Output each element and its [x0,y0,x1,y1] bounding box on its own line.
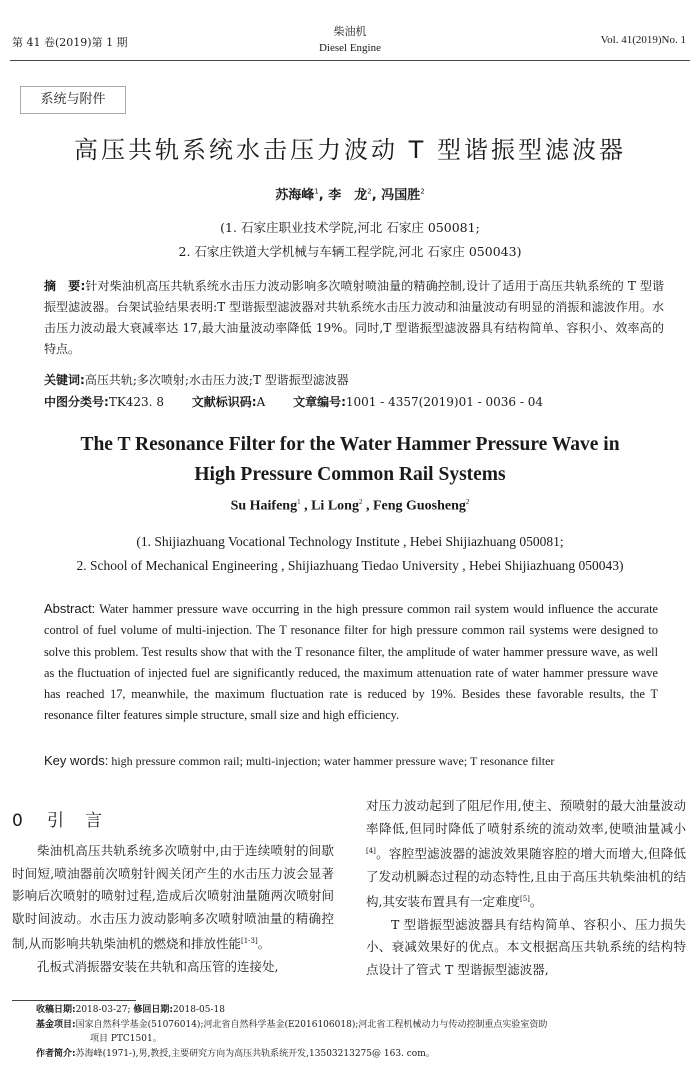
clc-label: 中图分类号: [44,395,109,409]
author-bio-label: 作者简介: [36,1048,76,1059]
footnotes [36,1003,686,1061]
paragraph-text: 对压力波动起到了阻尼作用,使主、预喷射的最大油量波动率降低,但同时降低了喷射系统的流动效率,使喷油量减小 [366,798,686,836]
author-mark: 2 [367,187,372,196]
paragraph-text: 。 [529,894,543,910]
section-number: 0 [12,811,25,831]
abstract-cn-text: 针对柴油机高压共轨系统水击压力波动影响多次喷射喷油量的精确控制,设计了适用于高压共轨系统的 T 型谐振型滤波器。台架试验结果表明:T 型谐振型滤波器对共轨系统水击压力波动和油量波动有明显的消振和滤波作用。水击压力波动最大衰减率达 17,最大油量波动率降低 19%。同时,T 型谐振型滤波器具有结构简单、容积小、效率高的特点。 [44,279,664,356]
fund-label: 基金项目: [36,1019,76,1030]
revised-label: 修回日期: [133,1005,174,1015]
footnote-rule [12,1000,136,1001]
footnote-dates [36,1003,686,1018]
classification-line [44,391,664,413]
journal-volume-en: Vol. 41(2019)No. 1 [600,34,686,46]
title-en-line: The T Resonance Filter for the Water Hammer Pressure Wave in [80,434,620,455]
title-cn: 高压共轨系统水击压力波动 T 型谐振型滤波器 [74,136,626,164]
title-en-line: High Pressure Common Rail Systems [194,464,506,485]
footnote-fund-cont: 项目 PTC1501。 [90,1034,162,1044]
affiliation-line: (1. 石家庄职业技术学院,河北 石家庄 050081; [220,220,480,235]
paragraph [12,840,334,956]
author-bio: 苏海峰(1971-),男,教授,主要研究方向为高压共轨系统开发,13503213275@ 163. com。 [75,1048,435,1059]
keywords-cn-label: 关键词: [44,373,85,387]
abstract-cn [44,276,664,360]
paragraph [366,795,686,914]
author-name: 冯国胜 [381,188,421,203]
author-mark: 2 [465,498,470,506]
clc-value: TK423. 8 [108,395,164,409]
paragraph-text: 柴油机高压共轨系统多次喷射中,由于连续喷射的间歇时间短,喷油器前次喷射针阀关闭产生的水击压力波会显著影响后次喷射的喷射过程,造成后次喷射油量随两次喷射间歇时间波动。水击压力波动影响多次喷射喷油量的精确控制,从而影响共轨柴油机的燃烧和排放性能 [12,843,334,952]
affiliations-en [0,530,700,578]
citation: [4] [366,847,376,855]
paragraph-text: 。容腔型滤波器的滤波效果随容腔的增大而增大,但降低了发动机瞬态过程的动态特性,且由于高压共轨柴油机的结构,其安装布置具有一定难度 [366,846,686,910]
article-no-label: 文章编号: [293,395,346,409]
keywords-en [44,753,684,769]
affiliations-cn [0,216,700,264]
body-column-right [366,795,686,981]
citation: [5] [519,895,530,904]
authors-en: Su Haifeng$^1$ , Li Long$^2$ , Feng Guosheng$^2$ [230,498,470,514]
journal-name [0,24,700,56]
citation: [1-3] [240,937,258,945]
paragraph: T 型谐振型滤波器具有结构简单、容积小、压力损失小、衰减效果好的优点。本文根据高压共轨系统的结构特点设计了管式 T 型谐振型滤波器, [366,916,686,977]
abstract-en [44,598,658,727]
section-heading [12,806,104,831]
abstract-en-text: Water hammer pressure wave occurring in the high pressure common rail system would influence the accurate control of fuel volume of multi-injection. The T resonance filter for high pressure common rail systems were designed to solve this problem. Test results show that with the T resonance filter, the amplitude of water hammer pressure wave, as well as the fluctuation of injected fuel are significantly reduced, the maximum attenuation rate of water hammer pressure wave has reached 17, meanwhile, the maximum fluctuation rate is reduced by 19%. Besides these favorable results, the T resonance filter features simple structure, small size and high efficiency. [44,602,659,723]
journal-name-en: Diesel Engine [318,42,381,54]
author-mark: 2 [420,187,425,196]
received-date: 2018-03-27; [75,1005,131,1015]
article-no-value: 1001 - 4357(2019)01 - 0036 - 04 [345,395,544,409]
affiliation-line: 2. 石家庄铁道大学机械与车辆工程学院,河北 石家庄 050043) [178,244,522,259]
affiliation-line: (1. Shijiazhuang Vocational Technology Institute , Hebei Shijiazhuang 050081; [136,534,564,549]
author-mark: 2 [358,498,363,506]
keywords-en-text: high pressure common rail; multi-injection; water hammer pressure wave; T resonance filter [111,754,555,768]
header-rule [10,60,690,61]
author-name: 李 龙 [328,188,368,203]
paragraph: 孔板式消振器安装在共轨和高压管的连接处, [37,958,279,974]
footnote-fund [36,1018,686,1033]
paragraph-text: 。 [257,936,271,952]
author-name: Feng Guosheng [372,498,466,514]
authors-cn: 苏海峰$^1$, 李 龙$^2$, 冯国胜$^2$ [275,187,425,203]
section-label: 系统与附件 [20,86,126,114]
meta-cn [44,369,664,413]
doc-code-label: 文献标识码: [191,395,257,409]
keywords-cn-text: 高压共轨;多次喷射;水击压力波;T 型谐振型滤波器 [84,373,349,387]
revised-date: 2018-05-18 [173,1005,225,1015]
fund-text: 国家自然科学基金(51076014);河北省自然科学基金(E2016106018);河北省工程机械动力与传动控制重点实验室资助 [75,1019,548,1030]
journal-volume: 第 41 卷(2019)第 1 期 [12,36,128,49]
title-en [0,430,700,490]
author-name: Su Haifeng [230,498,298,514]
author-mark: 1 [314,187,319,196]
keywords-en-label: Key words: [44,753,109,768]
received-label: 收稿日期: [36,1005,76,1015]
section-title: 引 言 [47,811,105,831]
affiliation-line: 2. School of Mechanical Engineering , Shijiazhuang Tiedao University , Hebei Shijiazhuang 050043) [76,558,624,573]
body-column-left [12,840,334,978]
keywords-cn [44,369,664,391]
author-name: Li Long [311,498,359,514]
author-mark: 1 [297,498,301,506]
abstract-cn-label: 摘 要: [44,279,86,293]
doc-code-value: A [256,395,266,409]
abstract-en-label: Abstract: [44,601,96,616]
journal-name-cn: 柴油机 [333,25,367,38]
footnote-author [36,1047,686,1062]
author-name: 苏海峰 [275,188,315,203]
